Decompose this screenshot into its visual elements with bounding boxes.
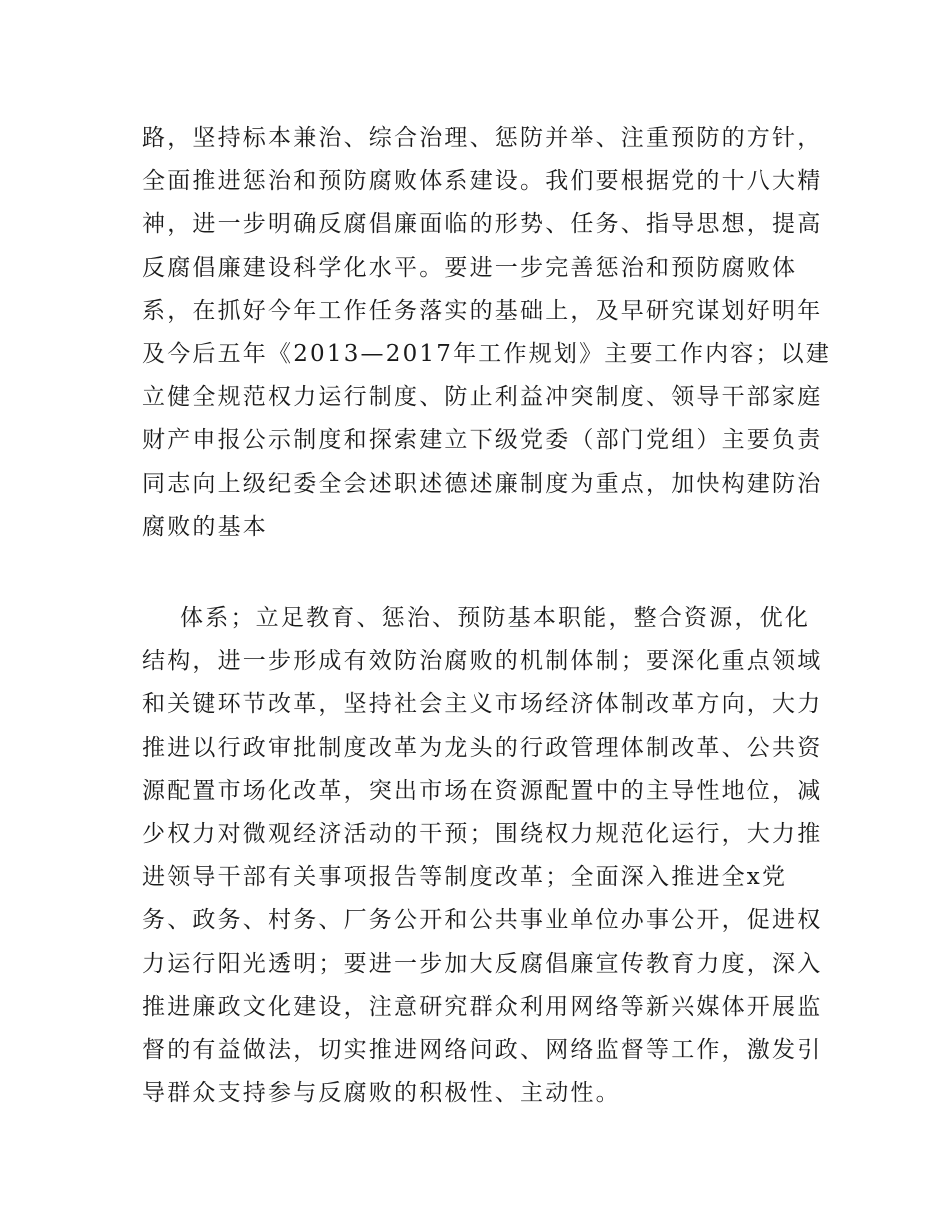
text-line: 导群众支持参与反腐败的积极性、主动性。 (142, 1080, 621, 1107)
text-line: 神，进一步明确反腐倡廉面临的形势、任务、指导思想，提高 (142, 211, 823, 238)
text-line: 进领导干部有关事项报告等制度改革；全面深入推进全x党 (142, 864, 788, 891)
text-line: 推进廉政文化建设，注意研究群众利用网络等新兴媒体开展监 (142, 993, 823, 1020)
text-line: 力运行阳光透明；要进一步加大反腐倡廉宣传教育力度，深入 (142, 950, 823, 977)
text-line: 系，在抓好今年工作任务落实的基础上，及早研究谋划好明年 (142, 297, 823, 324)
text-line: 路，坚持标本兼治、综合治理、惩防并举、注重预防的方针， (142, 125, 823, 151)
text-line: 全面推进惩治和预防腐败体系建设。我们要根据党的十八大精 (142, 168, 823, 195)
paragraph-2 (142, 597, 822, 1115)
text-line: 及今后五年《2013—2017年工作规划》主要工作内容；以建 (142, 340, 832, 367)
text-line: 推进以行政审批制度改革为龙头的行政管理体制改革、公共资 (142, 734, 823, 761)
text-line: 少权力对微观经济活动的干预；围绕权力规范化运行，大力推 (142, 820, 823, 847)
text-line: 立健全规范权力运行制度、防止利益冲突制度、领导干部家庭 (142, 384, 823, 411)
text-line: 反腐倡廉建设科学化水平。要进一步完善惩治和预防腐败体 (142, 254, 798, 281)
text-line: 务、政务、村务、厂务公开和公共事业单位办事公开，促进权 (142, 907, 823, 934)
paragraph-1 (142, 117, 832, 549)
text-line: 腐败的基本 (142, 513, 268, 540)
text-line: 督的有益做法，切实推进网络问政、网络监督等工作，激发引 (142, 1036, 823, 1063)
text-line: 结构，进一步形成有效防治腐败的机制体制；要深化重点领域 (142, 648, 823, 675)
text-line: 财产申报公示制度和探索建立下级党委（部门党组）主要负责 (142, 427, 823, 454)
text-line: 和关键环节改革，坚持社会主义市场经济体制改革方向，大力 (142, 691, 823, 718)
text-line: 体系；立足教育、惩治、预防基本职能，整合资源，优化 (142, 605, 811, 631)
text-line: 同志向上级纪委全会述职述德述廉制度为重点，加快构建防治 (142, 470, 823, 497)
text-line: 源配置市场化改革，突出市场在资源配置中的主导性地位，减 (142, 777, 823, 804)
